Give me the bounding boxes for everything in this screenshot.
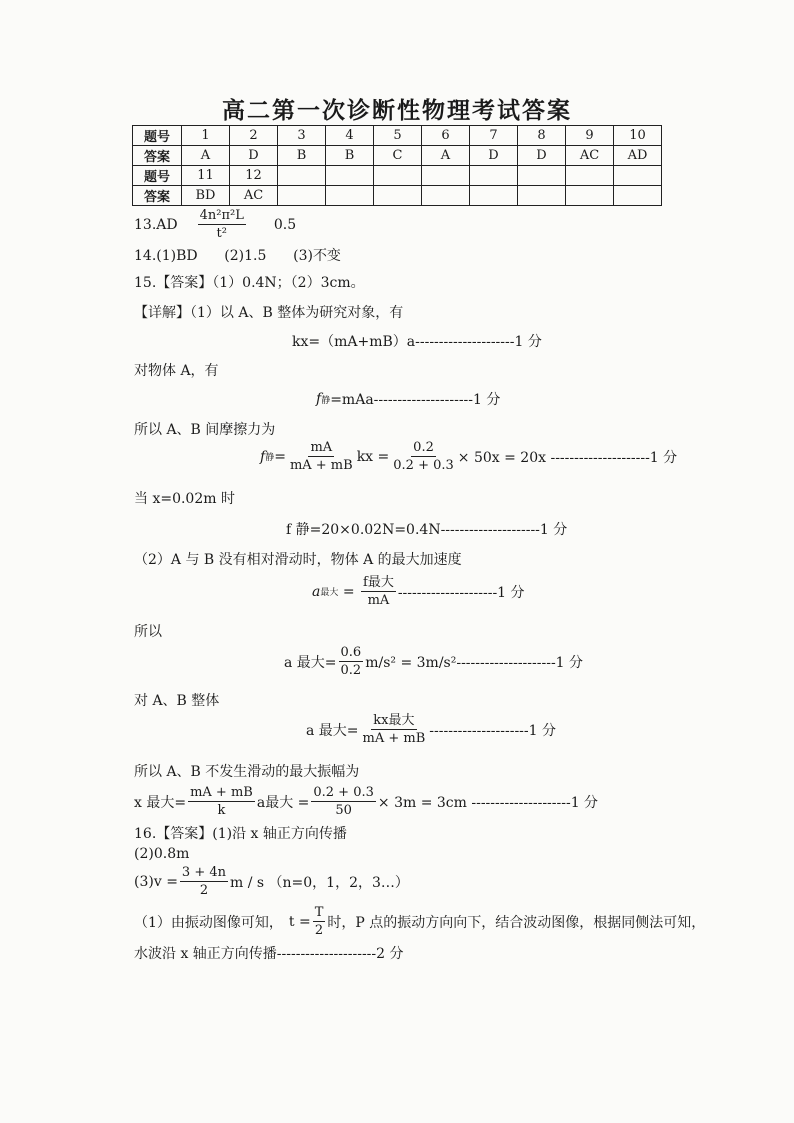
q15-answer: 15.【答案】（1）0.4N；（2）3cm。 <box>134 275 365 291</box>
table-cell <box>326 186 374 206</box>
q15-eq5-sub: 最大 <box>320 588 339 598</box>
q16-detail-t: t = <box>288 913 311 930</box>
table-cell: D <box>470 146 518 166</box>
table-cell: 9 <box>566 126 614 146</box>
q15-eq4: f 静=20×0.02N=0.4N---------------------1 分 <box>286 522 568 538</box>
q16-part2: (2)0.8m <box>134 846 190 862</box>
table-cell <box>422 186 470 206</box>
q15-when-x: 当 x=0.02m 时 <box>134 491 235 507</box>
q15-eq3-tail: × 50x = 20x ---------------------1 分 <box>457 449 678 466</box>
q15-eq8-frac1-num: mA + mB <box>190 785 253 800</box>
table-cell: B <box>326 146 374 166</box>
q15-whole: 对 A、B 整体 <box>134 693 220 709</box>
row-label: 题号 <box>133 166 182 186</box>
q15-eq7-frac <box>361 713 428 746</box>
q13-frac-den: t² <box>216 226 227 241</box>
row-label: 题号 <box>133 126 182 146</box>
table-cell: 5 <box>374 126 422 146</box>
table-cell: A <box>422 146 470 166</box>
q13-value: 0.5 <box>273 216 297 233</box>
q15-eq6 <box>284 645 583 678</box>
table-cell: 6 <box>422 126 470 146</box>
q13-line <box>134 208 296 241</box>
q15-eq8-left: x 最大= <box>134 794 187 811</box>
q15-eq8-tail: × 3m = 3cm ---------------------1 分 <box>377 794 599 811</box>
q15-eq5: a 最大 = $\frac{\text{f最大}}{mA}$ ---------------------1 分 <box>312 575 525 608</box>
q13-fraction <box>198 208 246 241</box>
q15-eq3-frac1-num: mA <box>310 440 333 455</box>
table-cell: D <box>518 146 566 166</box>
table-cell: BD <box>182 186 230 206</box>
table-cell: C <box>374 146 422 166</box>
table-cell: 3 <box>278 126 326 146</box>
table-cell: 4 <box>326 126 374 146</box>
q15-eq3-frac2-num: 0.2 <box>413 440 434 455</box>
q15-amp-text: 所以 A、B 不发生滑动的最大振幅为 <box>134 764 360 780</box>
table-cell <box>614 166 662 186</box>
table-cell <box>518 186 566 206</box>
q15-so: 所以 <box>134 624 162 640</box>
table-cell: AD <box>614 146 662 166</box>
q15-eq3-frac1 <box>288 440 355 473</box>
table-cell: 11 <box>182 166 230 186</box>
q15-eq5-frac <box>361 575 396 608</box>
table-cell: B <box>278 146 326 166</box>
q16-part3-frac-num: 3 + 4n <box>181 865 226 880</box>
q15-eq8-frac1-den: k <box>217 803 226 818</box>
q15-eq3-mid: kx = <box>356 448 390 465</box>
q15-eq6-left: a 最大= <box>284 654 337 671</box>
table-cell <box>278 186 326 206</box>
table-cell <box>470 186 518 206</box>
q15-obj-a: 对物体 A，有 <box>134 363 219 379</box>
table-cell: 7 <box>470 126 518 146</box>
q16-part3-frac <box>180 865 228 898</box>
table-cell: AC <box>566 146 614 166</box>
table-cell <box>566 186 614 206</box>
q15-eq8-mid: a最大 = <box>256 794 310 811</box>
q15-eq6-frac-num: 0.6 <box>340 645 362 660</box>
q16-part3-tail: m / s （n=0，1，2，3…） <box>230 874 409 891</box>
table-row <box>133 166 662 186</box>
q15-eq3-eq: = <box>274 448 286 465</box>
table-cell: AC <box>230 186 278 206</box>
row-label: 答案 <box>133 186 182 206</box>
table-cell <box>278 166 326 186</box>
q15-eq3-left: f <box>260 448 266 465</box>
q14-line: 14.(1)BD (2)1.5 (3)不变 <box>134 248 341 264</box>
q15-eq8-frac1 <box>188 785 255 818</box>
q15-eq6-frac <box>339 645 364 678</box>
q15-part2: （2）A 与 B 没有相对滑动时，物体 A 的最大加速度 <box>134 552 462 568</box>
q15-eq2 <box>316 389 500 409</box>
q15-eq8-frac2-den: 50 <box>335 803 352 818</box>
page-title: 高二第一次诊断性物理考试答案 <box>222 97 572 124</box>
q15-eq7-frac-num: kx最大 <box>373 713 415 728</box>
table-row <box>133 126 662 146</box>
table-cell: 1 <box>182 126 230 146</box>
q15-eq3-frac2-den: 0.2 + 0.3 <box>393 458 454 473</box>
table-cell <box>518 166 566 186</box>
q15-eq5-frac-num: f最大 <box>363 575 394 590</box>
table-cell <box>374 186 422 206</box>
q16-part3-left: (3)v = <box>134 873 178 890</box>
table-cell <box>566 166 614 186</box>
q15-eq5-frac-den: mA <box>367 593 390 608</box>
q13-frac-num: 4n²π²L <box>199 208 244 223</box>
table-cell: 2 <box>230 126 278 146</box>
q16-detail-a: （1）由振动图像可知， <box>134 914 283 931</box>
q16-detail-frac <box>313 905 326 938</box>
q15-friction-text: 所以 A、B 间摩擦力为 <box>134 422 276 438</box>
table-cell: D <box>230 146 278 166</box>
table-row <box>133 186 662 206</box>
table-cell: 8 <box>518 126 566 146</box>
q16-part3-frac-den: 2 <box>199 883 209 898</box>
q15-eq3-sub: 静 <box>265 453 275 463</box>
q15-eq7-tail: ---------------------1 分 <box>429 722 556 739</box>
q15-eq8-frac2 <box>311 785 376 818</box>
table-cell <box>614 186 662 206</box>
q15-eq5-tail: ---------------------1 分 <box>397 584 525 601</box>
table-cell: A <box>182 146 230 166</box>
table-cell <box>374 166 422 186</box>
q16-answer: 16.【答案】(1)沿 x 轴正方向传播 <box>134 826 347 842</box>
q16-detail-line <box>134 905 705 938</box>
q16-part3 <box>134 865 409 898</box>
q15-eq2-left: f <box>316 391 322 407</box>
q15-eq7 <box>306 713 556 746</box>
q15-eq7-frac-den: mA + mB <box>362 731 426 746</box>
q16-detail-c: 水波沿 x 轴正方向传播---------------------2 分 <box>134 946 404 962</box>
q16-detail-frac-den: 2 <box>314 923 324 938</box>
q15-eq2-sub: 静 <box>321 395 331 406</box>
q16-detail-b: 时，P 点的振动方向向下，结合波动图像，根据同侧法可知， <box>327 914 706 931</box>
q15-eq1: kx=（mA+mB）a---------------------1 分 <box>292 334 542 350</box>
q15-eq3-frac1-den: mA + mB <box>289 458 353 473</box>
table-row <box>133 146 662 166</box>
q15-eq3-frac2 <box>391 440 456 473</box>
q15-eq2-right: =mAa---------------------1 分 <box>330 392 501 408</box>
table-cell: 12 <box>230 166 278 186</box>
table-cell: 10 <box>614 126 662 146</box>
q15-eq8-frac2-num: 0.2 + 0.3 <box>313 785 374 800</box>
q15-eq3 <box>260 440 677 473</box>
answer-table <box>132 125 662 206</box>
q15-eq6-frac-den: 0.2 <box>340 663 362 678</box>
q15-eq5-left: a <box>312 583 321 600</box>
table-cell <box>326 166 374 186</box>
q13-label: 13.AD <box>134 216 178 233</box>
q16-detail-frac-num: T <box>314 905 324 920</box>
q15-eq8 <box>134 785 598 818</box>
q15-eq6-tail: m/s² = 3m/s²---------------------1 分 <box>365 654 584 671</box>
q15-eq7-left: a 最大= <box>306 722 359 739</box>
row-label: 答案 <box>133 146 182 166</box>
q15-detail1: 【详解】（1）以 A、B 整体为研究对象，有 <box>134 305 404 321</box>
table-cell <box>470 166 518 186</box>
table-cell <box>422 166 470 186</box>
